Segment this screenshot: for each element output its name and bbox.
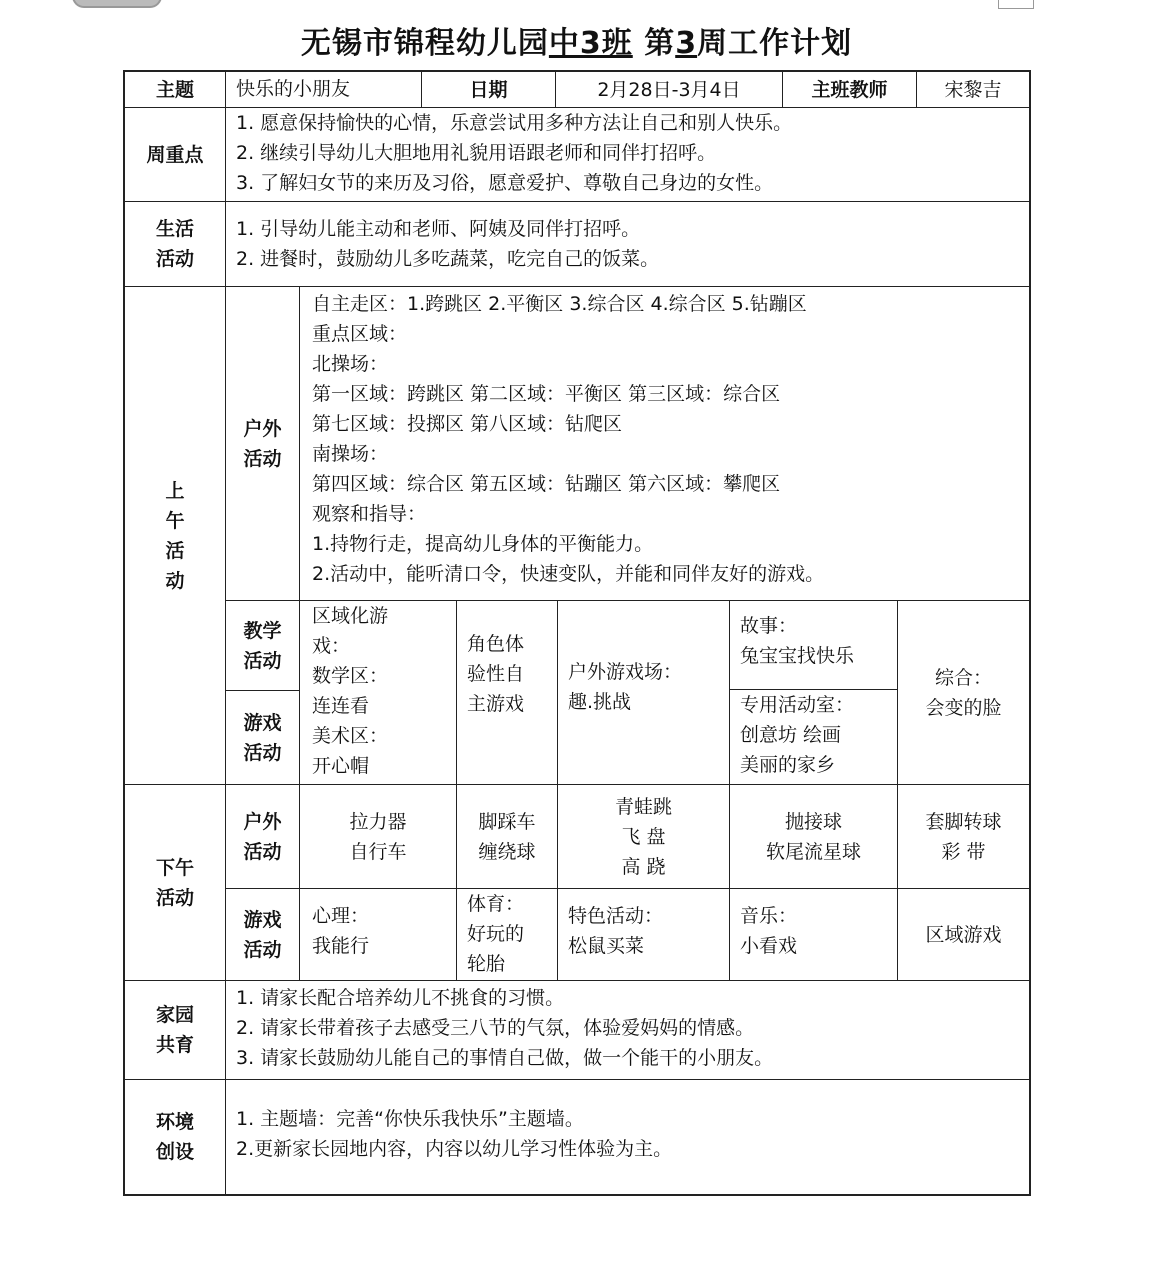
outdoor-line: 北操场：: [312, 353, 389, 375]
outdoor-line: 第七区域：投掷区 第八区域：钻爬区: [312, 413, 623, 435]
life-item: 2. 进餐时，鼓励幼儿多吃蔬菜，吃完自己的饭菜。: [236, 248, 660, 270]
focus-item: 2. 继续引导幼儿大胆地用礼貌用语跟老师和同伴打招呼。: [236, 142, 717, 164]
environment-content: [226, 1080, 1029, 1194]
morning-outdoor-content: [300, 287, 1029, 601]
date-label: 日期: [422, 72, 556, 108]
outdoor-game: 户外游戏场： 趣.挑战: [558, 601, 730, 785]
environment-item: 2.更新家长园地内容，内容以幼儿学习性体验为主。: [236, 1138, 673, 1160]
afternoon-outdoor-label: 户外 活动: [226, 785, 300, 889]
afternoon-outdoor-item: 拉力器 自行车: [300, 785, 457, 889]
story: 故事： 兔宝宝找快乐: [730, 601, 898, 690]
area-game: 区域化游 戏： 数学区： 连连看 美术区： 开心帽: [300, 601, 457, 785]
home-content: [226, 981, 1029, 1080]
afternoon-outdoor-item: 脚踩车 缠绕球: [457, 785, 558, 889]
title-week-number: 3: [675, 26, 698, 61]
title-week-prefix: 第: [632, 26, 676, 61]
afternoon-game-item: 音乐： 小看戏: [730, 889, 898, 981]
role-play: 角色体 验性自 主游戏: [457, 601, 558, 785]
teacher-value: 宋黎吉: [917, 72, 1029, 108]
life-label: 生活 活动: [125, 202, 226, 287]
outdoor-line: 2.活动中，能听清口令，快速变队，并能和同伴友好的游戏。: [312, 563, 825, 585]
outdoor-line: 南操场：: [312, 443, 389, 465]
outdoor-line: 1.持物行走，提高幼儿身体的平衡能力。: [312, 533, 654, 555]
outdoor-line: 第四区域：综合区 第五区域：钻蹦区 第六区域：攀爬区: [312, 473, 781, 495]
home-item: 3. 请家长鼓励幼儿能自己的事情自己做，做一个能干的小朋友。: [236, 1047, 774, 1069]
home-item: 1. 请家长配合培养幼儿不挑食的习惯。: [236, 987, 565, 1009]
afternoon-game-item: 心理： 我能行: [300, 889, 457, 981]
outdoor-line: 自主走区：1.跨跳区 2.平衡区 3.综合区 4.综合区 5.钻蹦区: [312, 293, 807, 315]
focus-item: 3. 了解妇女节的来历及习俗，愿意爱护、尊敬自己身边的女性。: [236, 172, 774, 194]
outdoor-line: 观察和指导：: [312, 503, 427, 525]
home-label: 家园 共育: [125, 981, 226, 1080]
afternoon-outdoor-item: 抛接球 软尾流星球: [730, 785, 898, 889]
focus-item: 1. 愿意保持愉快的心情，乐意尝试用多种方法让自己和别人快乐。: [236, 112, 793, 134]
theme-value: 快乐的小朋友: [226, 72, 422, 108]
page-edge-decoration: [72, 0, 162, 8]
morning-label: 上 午 活 动: [125, 287, 226, 785]
afternoon-game-item: 区域游戏: [898, 889, 1029, 981]
afternoon-label: 下午 活动: [125, 785, 226, 981]
afternoon-outdoor-item: 套脚转球 彩 带: [898, 785, 1029, 889]
outdoor-line: 重点区域：: [312, 323, 408, 345]
game-label: 游戏 活动: [226, 691, 300, 785]
title-class: 中3班: [548, 26, 633, 61]
teach-label: 教学 活动: [226, 601, 300, 691]
title-prefix: 无锡市锦程幼儿园: [300, 26, 549, 61]
afternoon-game-item: 体育： 好玩的 轮胎: [457, 889, 558, 981]
afternoon-game-label: 游戏 活动: [226, 889, 300, 981]
focus-content: [226, 108, 1029, 202]
page-title: [0, 18, 1153, 62]
title-week-suffix: 周工作计划: [697, 26, 853, 61]
comprehensive: 综合： 会变的脸: [898, 601, 1029, 785]
special-room: 专用活动室： 创意坊 绘画 美丽的家乡: [730, 690, 898, 785]
date-value: 2月28日-3月4日: [556, 72, 783, 108]
plan-table: [123, 70, 1031, 1196]
teacher-label: 主班教师: [783, 72, 917, 108]
page-edge-decoration: [998, 0, 1034, 9]
theme-label: 主题: [125, 72, 226, 108]
life-content: [226, 202, 1029, 287]
home-item: 2. 请家长带着孩子去感受三八节的气氛，体验爱妈妈的情感。: [236, 1017, 755, 1039]
afternoon-outdoor-item: 青蛙跳 飞 盘 高 跷: [558, 785, 730, 889]
focus-label: 周重点: [125, 108, 226, 202]
life-item: 1. 引导幼儿能主动和老师、阿姨及同伴打招呼。: [236, 218, 641, 240]
morning-outdoor-label: 户外 活动: [226, 287, 300, 601]
afternoon-game-item: 特色活动： 松鼠买菜: [558, 889, 730, 981]
environment-item: 1. 主题墙：完善“你快乐我快乐”主题墙。: [236, 1108, 584, 1130]
environment-label: 环境 创设: [125, 1080, 226, 1194]
outdoor-line: 第一区域：跨跳区 第二区域：平衡区 第三区域：综合区: [312, 383, 781, 405]
